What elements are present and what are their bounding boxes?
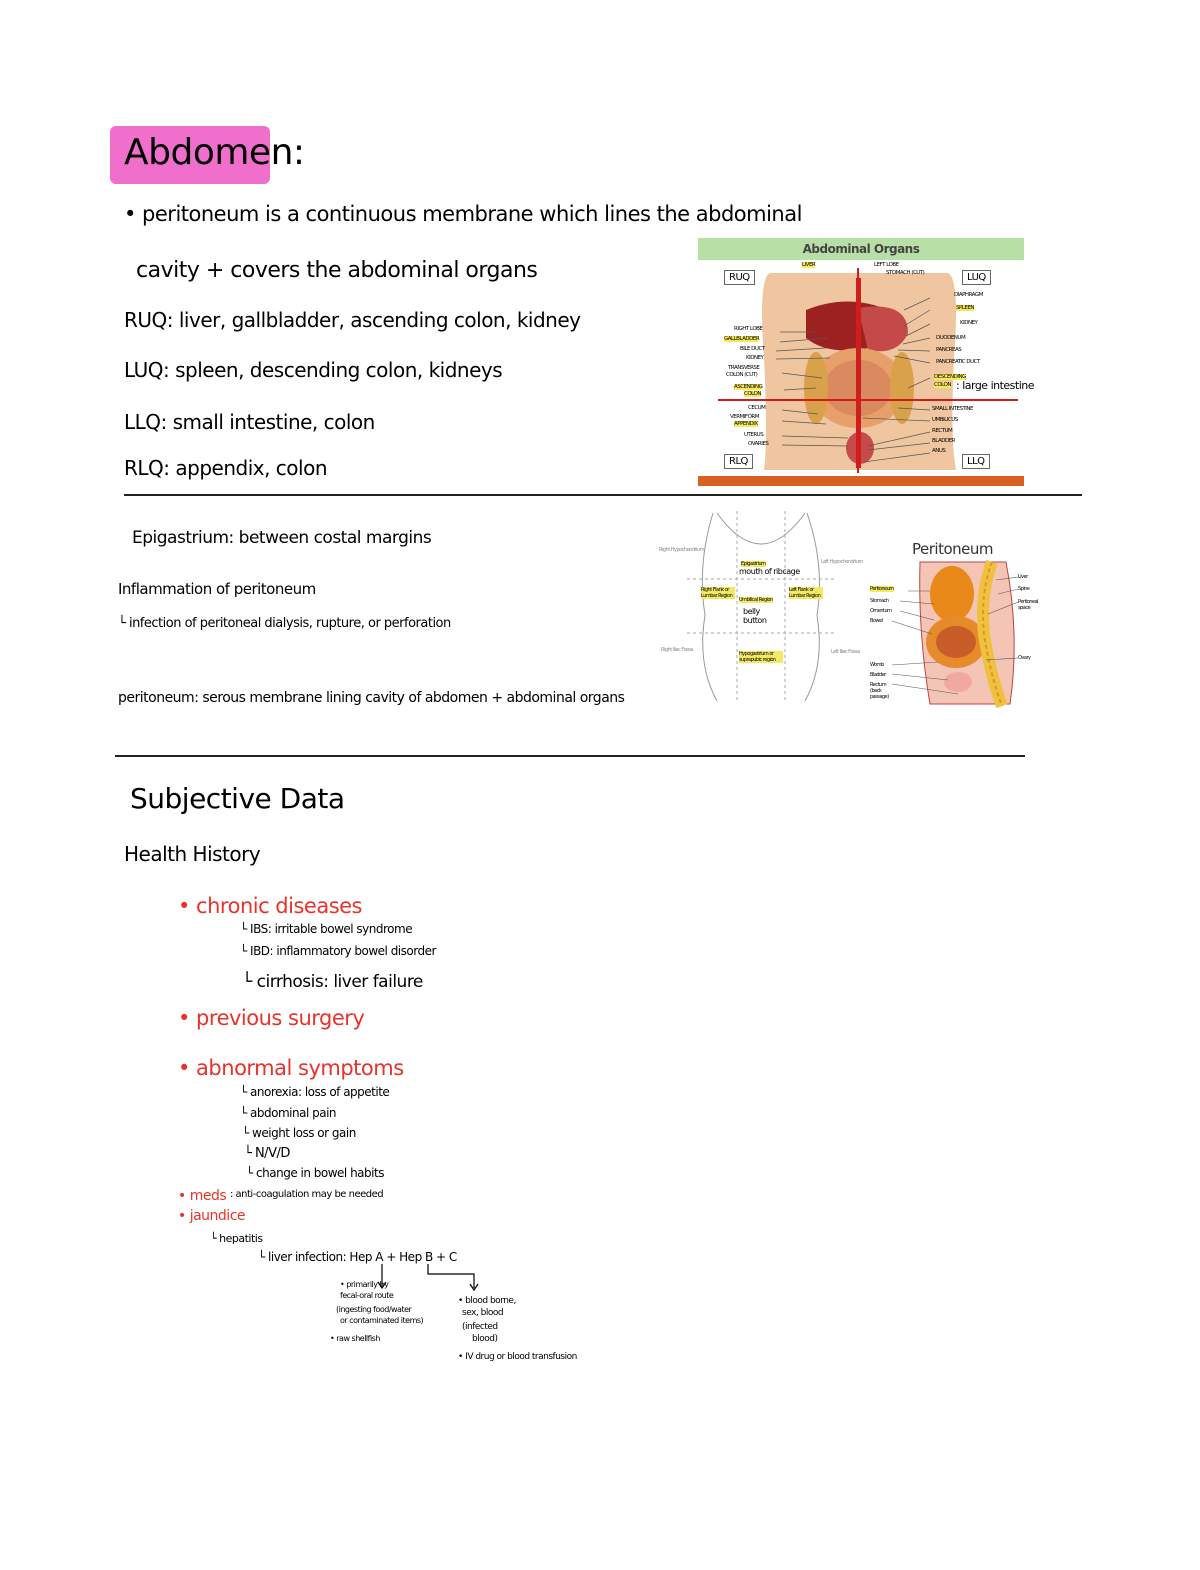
note-symptom: └ abdominal pain	[240, 1106, 337, 1120]
note-llq: LLQ: small intestine, colon	[124, 410, 375, 434]
organ-label: GALLBLADDER	[724, 336, 760, 342]
note-hepatitis: └ hepatitis	[210, 1232, 263, 1245]
peritoneum-label: Rectum (back passage)	[870, 682, 889, 700]
note-hepBC: (infected	[462, 1322, 498, 1332]
note-hepBC: sex, blood	[462, 1308, 504, 1318]
peritoneum-label: Spine	[1018, 586, 1030, 592]
note-luq: LUQ: spleen, descending colon, kidneys	[124, 358, 503, 382]
note-symptom: └ anorexia: loss of appetite	[240, 1085, 390, 1099]
note-infection: └ infection of peritoneal dialysis, rupture, or perforation	[118, 616, 451, 631]
region-label: Right Flank or Lumbar Region	[701, 587, 735, 599]
organ-label: DIAPHRAGM	[954, 292, 983, 298]
abdominal-regions-figure	[657, 505, 865, 705]
organ-label: OVARIES	[748, 441, 769, 447]
quadrant-rlq: RLQ	[724, 454, 753, 469]
figure-title: Abdominal Organs	[802, 242, 920, 256]
figure-title: Peritoneum	[912, 540, 993, 558]
abdominal-organs-figure	[698, 238, 1024, 486]
subheading: Health History	[124, 842, 261, 866]
topic-meds: • meds	[178, 1188, 227, 1204]
peritoneum-label: Liver	[1018, 574, 1028, 580]
note-hepBC: • IV drug or blood transfusion	[458, 1352, 577, 1362]
region-label: Left Iliac Fossa	[831, 649, 860, 655]
note-meds: : anti-coagulation may be needed	[230, 1189, 384, 1200]
topic-surgery: • previous surgery	[178, 1006, 365, 1030]
organ-label: KIDNEY	[960, 320, 978, 326]
organ-label: STOMACH (CUT)	[886, 270, 925, 276]
note-ibd: └ IBD: inflammatory bowel disorder	[240, 944, 436, 958]
region-label: Right Iliac Fossa	[661, 647, 693, 653]
organ-label: COLON	[934, 382, 951, 388]
note-liver-infection: └ liver infection: Hep A + Hep B + C	[258, 1250, 457, 1264]
topic-chronic: • chronic diseases	[178, 894, 362, 918]
peritoneum-label: Bladder	[870, 672, 886, 678]
organ-label: RIGHT LOBE	[734, 326, 763, 332]
organ-label: APPENDIX	[734, 421, 758, 427]
peritoneum-label: Peritoneal space	[1018, 599, 1039, 611]
organ-label: KIDNEY	[746, 355, 764, 361]
section-title: Subjective Data	[130, 782, 345, 815]
note-hepA: • raw shellfish	[330, 1334, 380, 1343]
note-hepBC: • blood borne,	[458, 1296, 516, 1306]
note-hepA: (ingesting food/water	[336, 1305, 412, 1314]
organ-label: ASCENDING	[734, 384, 763, 390]
page-title: Abdomen:	[124, 132, 305, 173]
note-hepA: or contaminated items)	[340, 1316, 424, 1325]
note-line: • peritoneum is a continuous membrane which lines the abdominal	[124, 202, 802, 226]
note-symptom: └ change in bowel habits	[246, 1166, 384, 1180]
topic-jaundice: • jaundice	[178, 1208, 246, 1224]
region-note: belly button	[743, 607, 767, 625]
note-ibs: └ IBS: irritable bowel syndrome	[240, 922, 413, 936]
organ-label: UTERUS	[744, 432, 764, 438]
organ-label: PANCREATIC DUCT	[936, 359, 980, 365]
organ-label: LIVER	[802, 262, 816, 268]
organ-label: TRANSVERSE	[728, 365, 760, 371]
organ-label: BLADDER	[932, 438, 955, 444]
organ-label: SMALL INTESTINE	[932, 406, 974, 412]
organ-label: PANCREAS	[936, 347, 962, 353]
note-symptom: └ weight loss or gain	[242, 1126, 356, 1140]
quadrant-ruq: RUQ	[724, 270, 755, 285]
note-hepA: • primarily by	[340, 1280, 389, 1289]
organ-label: DUODENUM	[936, 335, 966, 341]
region-label: Right Hypochondrium	[659, 547, 705, 553]
region-note: mouth of ribcage	[739, 567, 800, 576]
peritoneum-label: Omentum	[870, 608, 892, 614]
organ-label: UMBILICUS	[932, 417, 958, 423]
figure-annotation: : large intestine	[956, 379, 1035, 392]
organ-label: VERMIFORM	[730, 414, 759, 420]
note-symptom: └ N/V/D	[244, 1146, 290, 1161]
note-inflammation: Inflammation of peritoneum	[118, 580, 316, 598]
region-label: Hypogastrium or suprapubic region	[739, 651, 783, 663]
organ-label: DESCENDING	[934, 374, 966, 380]
organ-label: SPLEEN	[956, 305, 974, 311]
region-label: Umbilical Region	[739, 597, 773, 603]
organ-label: LEFT LOBE	[874, 262, 899, 268]
note-hepA: fecal-oral route	[340, 1291, 394, 1300]
region-label: Left Hypochondrium	[821, 559, 863, 565]
organ-label: COLON (CUT)	[726, 372, 758, 378]
organ-label: BILE DUCT	[740, 346, 765, 352]
organ-label: CECUM	[748, 405, 766, 411]
note-hepBC: blood)	[472, 1334, 498, 1344]
peritoneum-figure	[868, 534, 1050, 714]
note-ruq: RUQ: liver, gallbladder, ascending colon, kidney	[124, 308, 581, 332]
organ-label: ANUS	[932, 448, 946, 454]
region-label: Epigastrium	[741, 561, 766, 567]
organ-label: COLON	[744, 391, 761, 397]
topic-symptoms: • abnormal symptoms	[178, 1056, 404, 1080]
section-divider	[124, 494, 1082, 496]
note-rlq: RLQ: appendix, colon	[124, 456, 328, 480]
note-cirrhosis: └ cirrhosis: liver failure	[242, 972, 423, 992]
peritoneum-label: Ovary	[1018, 655, 1031, 661]
note-epigastrium: Epigastrium: between costal margins	[132, 528, 432, 548]
peritoneum-label: Stomach	[870, 598, 889, 604]
peritoneum-label: Womb	[870, 662, 884, 668]
note-line: cavity + covers the abdominal organs	[136, 258, 538, 283]
region-label: Left Flank or Lumbar Region	[789, 587, 823, 599]
peritoneum-label: Bowel	[870, 618, 883, 624]
quadrant-llq: LLQ	[962, 454, 990, 469]
section-divider	[115, 755, 1025, 757]
note-peritoneum: peritoneum: serous membrane lining cavity of abdomen + abdominal organs	[118, 690, 625, 706]
organ-label: RECTUM	[932, 428, 953, 434]
peritoneum-label: Peritoneum	[870, 586, 894, 592]
quadrant-luq: LUQ	[962, 270, 991, 285]
